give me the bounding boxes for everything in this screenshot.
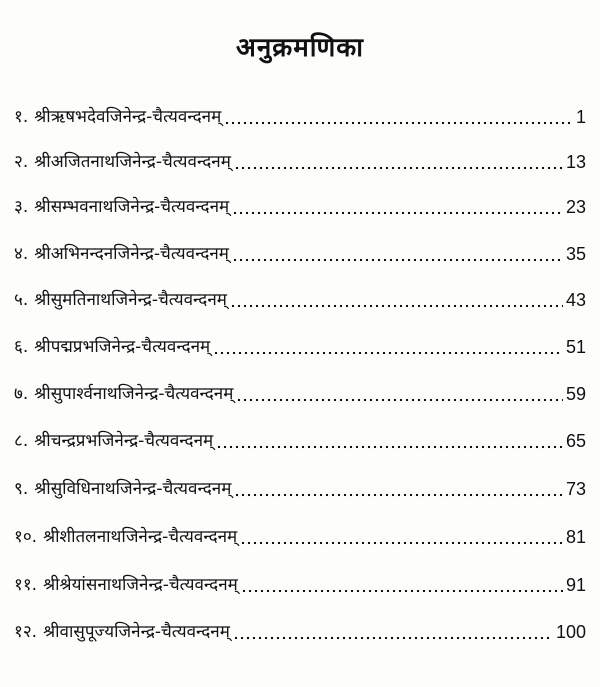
toc-entry-page: 13 [565,152,586,172]
dot-leader [240,527,563,545]
toc-entry-number: ११. [14,575,38,595]
toc-entry [14,235,586,265]
toc-entry-number: ३. [14,197,29,217]
dot-leader [216,431,563,449]
dot-leader [233,622,553,640]
page-title: अनुक्रमणिका [235,33,365,63]
toc-entry [14,143,586,173]
toc-entry-title: श्रीअजितनाथजिनेन्द्र-चैत्यवन्दनम् [34,152,231,172]
toc-entry-page: 73 [565,479,586,499]
dot-leader [232,244,563,262]
toc-entry-title: श्रीऋषभदेवजिनेन्द्र-चैत्यवन्दनम् [34,107,222,127]
toc-entry-page: 100 [555,622,586,642]
toc-entry-number: ७. [14,384,29,404]
toc-entry [14,613,586,643]
toc-entry [14,281,586,311]
toc-entry-title: श्रीसुमतिनाथजिनेन्द्र-चैत्यवन्दनम् [34,290,227,310]
toc-entry-page: 35 [565,244,586,264]
toc-entry-page: 43 [565,290,586,310]
toc-entry-number: १२. [14,622,38,642]
toc-entry-page: 51 [565,337,586,357]
toc-entry-title: श्रीशीतलनाथजिनेन्द्र-चैत्यवन्दनम् [43,527,238,547]
toc-entry-number: १. [14,107,29,127]
toc-entry-title: श्रीसुविधिनाथजिनेन्द्र-चैत्यवन्दनम् [34,479,232,499]
toc-entry-number: २. [14,152,29,172]
dot-leader [236,384,563,402]
dot-leader [234,152,563,170]
toc-entry [14,375,586,405]
toc-entry-title: श्रीचन्द्रप्रभजिनेन्द्र-चैत्यवन्दनम् [34,431,214,451]
toc-entry-number: ६. [14,337,29,357]
toc-entry [14,518,586,548]
toc-entry [14,470,586,500]
toc-entry-page: 81 [565,527,586,547]
toc-entry-title: श्रीसम्भवनाथजिनेन्द्र-चैत्यवन्दनम् [34,197,230,217]
toc-entry [14,98,586,128]
dot-leader [241,575,563,593]
toc-entry-page: 59 [565,384,586,404]
dot-leader [213,337,563,355]
dot-leader [232,197,563,215]
toc-entry [14,566,586,596]
toc-entry-title: श्रीवासुपूज्यजिनेन्द्र-चैत्यवन्दनम् [43,622,230,642]
dot-leader [224,107,573,125]
toc-entry-title: श्रीश्रेयांसनाथजिनेन्द्र-चैत्यवन्दनम् [43,575,238,595]
toc-entry-number: ४. [14,244,29,264]
toc-entry [14,188,586,218]
toc-entry-title: श्रीअभिनन्दनजिनेन्द्र-चैत्यवन्दनम् [34,244,229,264]
dot-leader [234,479,563,497]
toc-entry-number: ९. [14,479,29,499]
toc-entry-number: १०. [14,527,38,547]
toc-entry-page: 1 [575,107,586,127]
toc-entry-number: ८. [14,431,29,451]
toc-entry [14,328,586,358]
toc-entry-title: श्रीपद्मप्रभजिनेन्द्र-चैत्यवन्दनम् [34,337,211,357]
toc-entry-number: ५. [14,290,29,310]
toc-entry-title: श्रीसुपार्श्वनाथजिनेन्द्र-चैत्यवन्दनम् [34,384,234,404]
toc-entry [14,422,586,452]
dot-leader [230,290,563,308]
toc-entry-page: 23 [565,197,586,217]
toc-entry-page: 91 [565,575,586,595]
toc-entry-page: 65 [565,431,586,451]
